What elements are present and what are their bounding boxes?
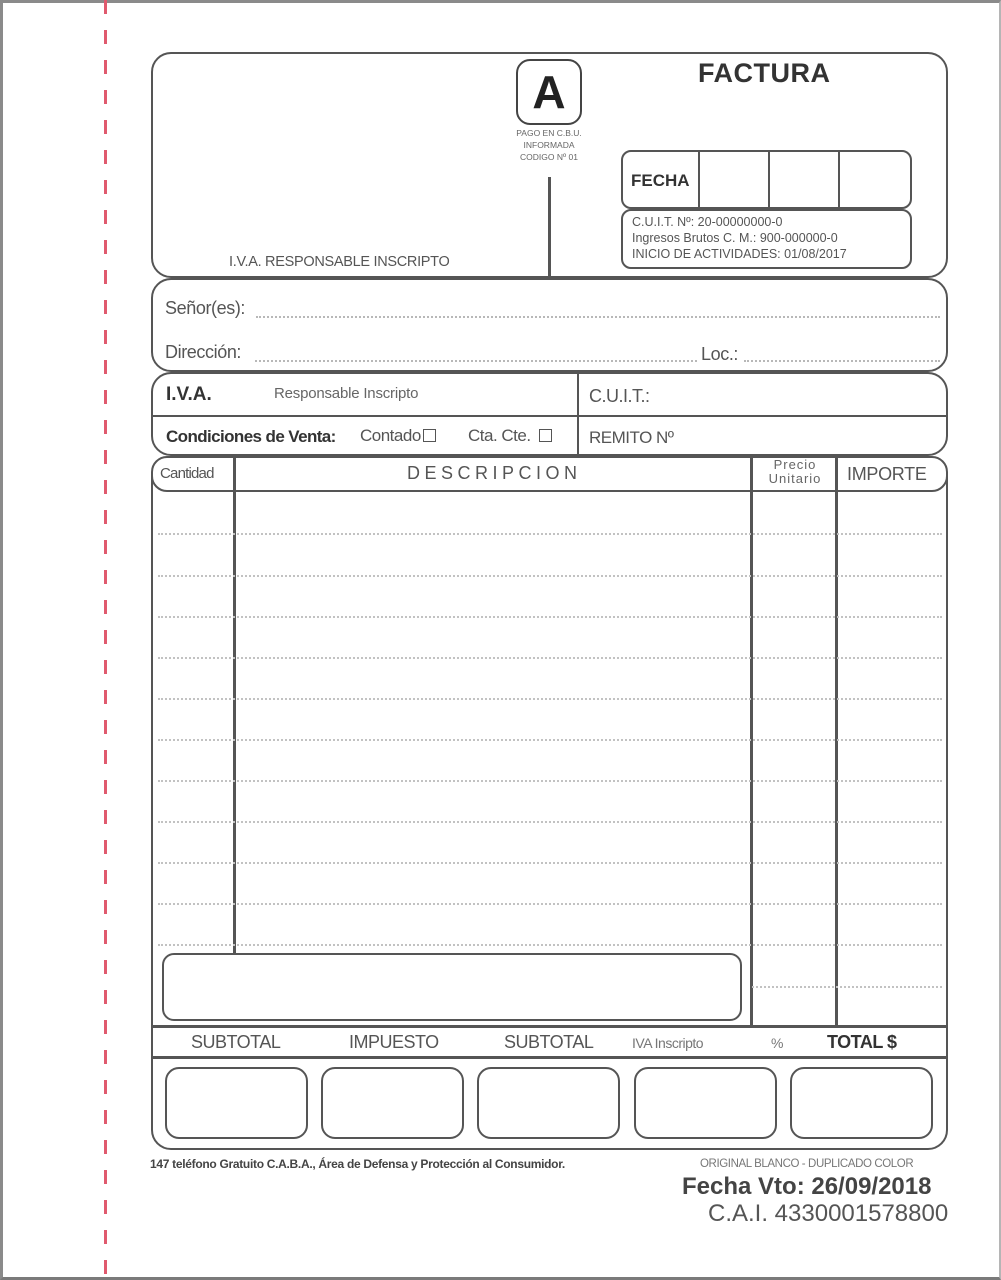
col-header-cantidad: Cantidad	[160, 465, 214, 482]
table-row[interactable]	[158, 903, 942, 905]
table-row[interactable]	[158, 698, 942, 700]
totals-label-iva-inscripto: IVA Inscripto	[632, 1035, 704, 1051]
letter-note	[500, 127, 598, 163]
precio-line1: Precio	[773, 457, 817, 472]
customer-cuit-label: C.U.I.T.:	[589, 386, 650, 406]
table-row[interactable]	[158, 533, 942, 535]
fecha-day-field[interactable]	[700, 152, 768, 207]
totals-label-total: TOTAL $	[827, 1032, 897, 1052]
direccion-label: Dirección:	[165, 342, 242, 362]
cta-cte-option[interactable]	[468, 426, 552, 446]
localidad-label: Loc.:	[701, 344, 739, 364]
iva-label: I.V.A.	[166, 384, 212, 405]
table-row[interactable]	[158, 616, 942, 618]
table-row[interactable]	[158, 944, 942, 946]
col-divider-importe	[835, 458, 838, 1026]
tax-row-divider	[153, 415, 946, 417]
cta-cte-checkbox[interactable]	[539, 429, 552, 442]
table-row[interactable]	[158, 780, 942, 782]
subtotal-field[interactable]	[165, 1067, 308, 1139]
fecha-label: FECHA	[631, 171, 690, 190]
contado-checkbox[interactable]	[423, 429, 436, 442]
col-divider-precio	[750, 458, 753, 1026]
document-title: FACTURA	[698, 58, 831, 88]
issuer-tax-status: I.V.A. RESPONSABLE INSCRIPTO	[229, 254, 450, 270]
col-header-descripcion: DESCRIPCION	[407, 463, 582, 483]
totals-label-divider	[153, 1056, 946, 1059]
fecha-box	[621, 150, 912, 209]
consumer-notice: 147 teléfono Gratuito C.A.B.A., Área de Defensa y Protección al Consumidor.	[150, 1157, 565, 1171]
letter-note-line: PAGO EN C.B.U.	[516, 128, 582, 138]
fecha-vencimiento: Fecha Vto: 26/09/2018	[682, 1173, 932, 1200]
table-row[interactable]	[158, 821, 942, 823]
customer-section	[151, 278, 948, 372]
totals-label-subtotal: SUBTOTAL	[191, 1032, 281, 1052]
header-divider	[548, 177, 551, 277]
col-header-precio-unitario	[755, 458, 835, 486]
letter-note-line: INFORMADA	[523, 140, 575, 150]
table-row[interactable]	[158, 739, 942, 741]
senores-label: Señor(es):	[165, 298, 246, 318]
condiciones-label: Condiciones de Venta:	[166, 427, 336, 446]
notes-box[interactable]	[162, 953, 742, 1021]
tax-col-divider	[577, 374, 579, 454]
totals-label-subtotal-2: SUBTOTAL	[504, 1032, 594, 1052]
letter-note-line: CODIGO Nº 01	[520, 152, 578, 162]
contado-label: Contado	[360, 426, 421, 445]
customer-cuit-field[interactable]	[660, 380, 940, 412]
localidad-field[interactable]	[744, 360, 940, 362]
total-field[interactable]	[790, 1067, 933, 1139]
invoice-type-letter: A	[516, 59, 582, 125]
copies-note: ORIGINAL BLANCO - DUPLICADO COLOR	[700, 1158, 914, 1170]
cta-cte-label: Cta. Cte.	[468, 426, 531, 445]
iva-field[interactable]	[634, 1067, 777, 1139]
remito-label: REMITO Nº	[589, 428, 674, 447]
precio-line2: Unitario	[768, 471, 822, 486]
impuesto-field[interactable]	[321, 1067, 464, 1139]
table-row[interactable]	[752, 986, 942, 988]
cai-number: C.A.I. 4330001578800	[708, 1200, 949, 1227]
senores-field[interactable]	[256, 316, 940, 318]
issuer-cuit: C.U.I.T. Nº: 20-00000000-0	[632, 215, 783, 229]
direccion-field[interactable]	[255, 360, 697, 362]
subtotal-2-field[interactable]	[477, 1067, 620, 1139]
fecha-year-field[interactable]	[840, 152, 910, 207]
fecha-month-field[interactable]	[770, 152, 838, 207]
perforation-line	[104, 0, 107, 1280]
totals-label-percent: %	[771, 1035, 784, 1051]
issuer-info-box	[621, 209, 912, 269]
table-row[interactable]	[158, 862, 942, 864]
table-row[interactable]	[158, 575, 942, 577]
totals-top-divider	[153, 1025, 946, 1028]
issuer-inicio-actividades: INICIO DE ACTIVIDADES: 01/08/2017	[632, 247, 847, 261]
remito-field[interactable]	[690, 420, 940, 452]
contado-option[interactable]	[360, 426, 436, 446]
totals-label-impuesto: IMPUESTO	[349, 1032, 439, 1052]
col-header-importe: IMPORTE	[847, 464, 927, 484]
issuer-ingresos-brutos: Ingresos Brutos C. M.: 900-000000-0	[632, 231, 838, 245]
table-row[interactable]	[158, 657, 942, 659]
iva-value: Responsable Inscripto	[274, 385, 419, 402]
